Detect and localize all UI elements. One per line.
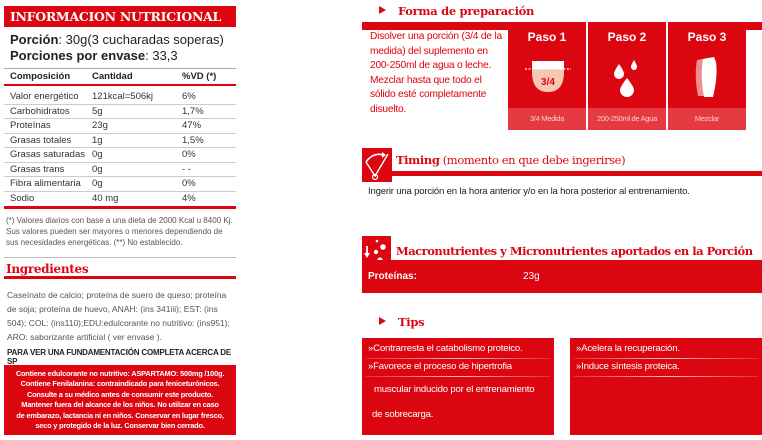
nutrient-dv: 0%: [176, 177, 236, 192]
table-row: [4, 133, 236, 148]
ingredients-title: Ingredientes: [4, 262, 236, 279]
step-title: Paso 3: [687, 30, 727, 44]
play-arrow-icon: [379, 6, 386, 14]
warning-box: [4, 365, 236, 435]
timing-title: Timing: [396, 153, 440, 167]
table-row: [4, 104, 236, 119]
preparation-text: Disolver una porción (3/4 de la medida) del suplemento en 200-250ml de agua o leche. Mezclar hasta que todo el sólido esté completamente disuelto.: [370, 31, 502, 115]
table-row: [4, 162, 236, 177]
nutrient-name: Valor energético: [4, 85, 86, 104]
tips-title: Tips: [398, 315, 425, 329]
timing-subtitle: (momento en que debe ingerirse): [439, 153, 626, 167]
column-header: Cantidad: [86, 69, 176, 86]
tip-item: »Favorece el proceso de hipertrofia: [368, 361, 512, 372]
divider: [4, 257, 236, 258]
macro-bar: [362, 260, 762, 293]
column-header: Composición: [4, 69, 86, 86]
nutrient-amount: 23g: [86, 119, 176, 134]
warning-line: Contiene Fenilalanina: contraindicado para feniceturónicos.: [20, 379, 220, 389]
nutrient-name: Grasas saturadas: [4, 148, 86, 163]
shaker-bottle-icon: [694, 56, 722, 100]
nutrient-amount: 1g: [86, 133, 176, 148]
step-2: [588, 22, 666, 130]
servings-label: Porciones por envase: [10, 48, 146, 63]
nutrient-name: Proteínas: [4, 119, 86, 134]
nutrient-dv: 1,5%: [176, 133, 236, 148]
tips-box-right: [570, 338, 762, 435]
step-caption: 200-250ml de Agua: [588, 108, 666, 130]
nutrition-title: INFORMACION NUTRICIONAL: [4, 6, 236, 27]
servings-line: [4, 48, 236, 64]
tip-divider: [574, 376, 758, 377]
nutrient-name: Grasas trans: [4, 162, 86, 177]
nutrient-dv: 4%: [176, 191, 236, 207]
nutrient-dv: 6%: [176, 85, 236, 104]
table-row: [4, 177, 236, 192]
nutrient-amount: 0g: [86, 148, 176, 163]
tip-item: »Induce síntesis proteica.: [576, 361, 680, 372]
nutrient-amount: 0g: [86, 177, 176, 192]
step-title: Paso 1: [527, 30, 567, 44]
portion-line: [4, 32, 236, 48]
nutrient-name: Sodio: [4, 191, 86, 207]
step-1: [508, 22, 586, 130]
nutrient-dv: 1,7%: [176, 104, 236, 119]
table-row: [4, 191, 236, 207]
play-arrow-icon: [379, 317, 386, 325]
nutrient-dv: 0%: [176, 148, 236, 163]
measuring-scoop-icon: [525, 56, 571, 96]
step-caption: 3/4 Medida: [508, 108, 586, 130]
preparation-heading: [362, 4, 534, 18]
timing-text: Ingerir una porción en la hora anterior y/o en la hora posterior al entrenamiento.: [368, 186, 690, 197]
nutrient-amount: 0g: [86, 162, 176, 177]
timing-heading: [396, 153, 625, 167]
portion-value: : 30g(3 cucharadas soperas): [58, 32, 224, 47]
water-drops-icon: [612, 58, 644, 98]
nutrient-dv: 47%: [176, 119, 236, 134]
timing-icon-box: [362, 148, 392, 182]
table-row: [4, 85, 236, 104]
warning-line: Mantener fuera del alcance de los niños. No utilizar en caso: [21, 400, 219, 410]
nutrition-panel: [4, 6, 236, 366]
tip-item: »Contrarresta el catabolismo proteico.: [368, 343, 523, 354]
warning-line: Contiene edulcorante no nutritivo: ASPARTAMO: 500mg /100g.: [15, 369, 225, 378]
nutrition-table: [4, 68, 236, 209]
warning-line: seco y protegido de la luz. Conservar bien cerrado.: [35, 421, 205, 431]
step-3: [668, 22, 746, 130]
warning-line: Consulte a su médico antes de consumir este producto.: [26, 389, 214, 399]
portion-label: Porción: [10, 32, 59, 47]
warning-line: de embarazo, lactancia ni en niños. Conservar en lugar fresco,: [16, 410, 224, 420]
nutrient-name: Grasas totales: [4, 133, 86, 148]
macro-title: Macronutrientes y Micronutrientes aportados en la Porción: [396, 244, 753, 258]
stopwatch-hand-icon: [362, 148, 392, 182]
step-title: Paso 2: [607, 30, 647, 44]
servings-value: : 33,3: [145, 48, 178, 63]
timing-bar: [392, 171, 762, 176]
nutrient-name: Fibra alimentaria: [4, 177, 86, 192]
nutrient-amount: 40 mg: [86, 191, 176, 207]
tips-box-left: [362, 338, 554, 435]
tip-item-continued: muscular inducido por el entrenamiento: [374, 384, 535, 395]
table-row: [4, 119, 236, 134]
nutrient-name: Carbohidratos: [4, 104, 86, 119]
fundamentation-link[interactable]: PARA VER UNA FUNDAMENTACIÓN COMPLETA ACERCA DE SP: [7, 347, 231, 366]
scoop-label: 3/4: [541, 77, 555, 88]
nutrient-dv: - -: [176, 162, 236, 177]
ingredients-text: Caseínato de calcio; proteína de suero de queso; proteína de soja; proteína de huevo, ANAH: (ins 341iii); EST: (ins 504); COL: (ins110);EDU:edulcorante no nutritivo: (ins951); ARO: saborizante artificial ( ver envase ).: [7, 289, 230, 342]
column-header: %VD (*): [176, 69, 236, 86]
nutrient-amount: 121kcal=506kj: [86, 85, 176, 104]
table-row: [4, 148, 236, 163]
daily-value-footnote: (*) Valores diarios con base a una dieta de 2000 Kcal u 8400 Kj. Sus valores pueden ser mayores o menores dependiendo de sus necesidades energéticas. (**) No establecido.: [6, 215, 233, 247]
tip-item-continued: de sobrecarga.: [372, 409, 434, 420]
tips-heading: [362, 315, 424, 329]
step-caption: Mezclar: [668, 108, 746, 130]
nutrient-amount: 5g: [86, 104, 176, 119]
macro-label: Proteínas:: [368, 271, 417, 282]
table-header: [4, 69, 236, 86]
tip-item: »Acelera la recuperación.: [576, 343, 680, 354]
macro-value: 23g: [523, 271, 540, 282]
preparation-title: Forma de preparación: [398, 4, 535, 18]
